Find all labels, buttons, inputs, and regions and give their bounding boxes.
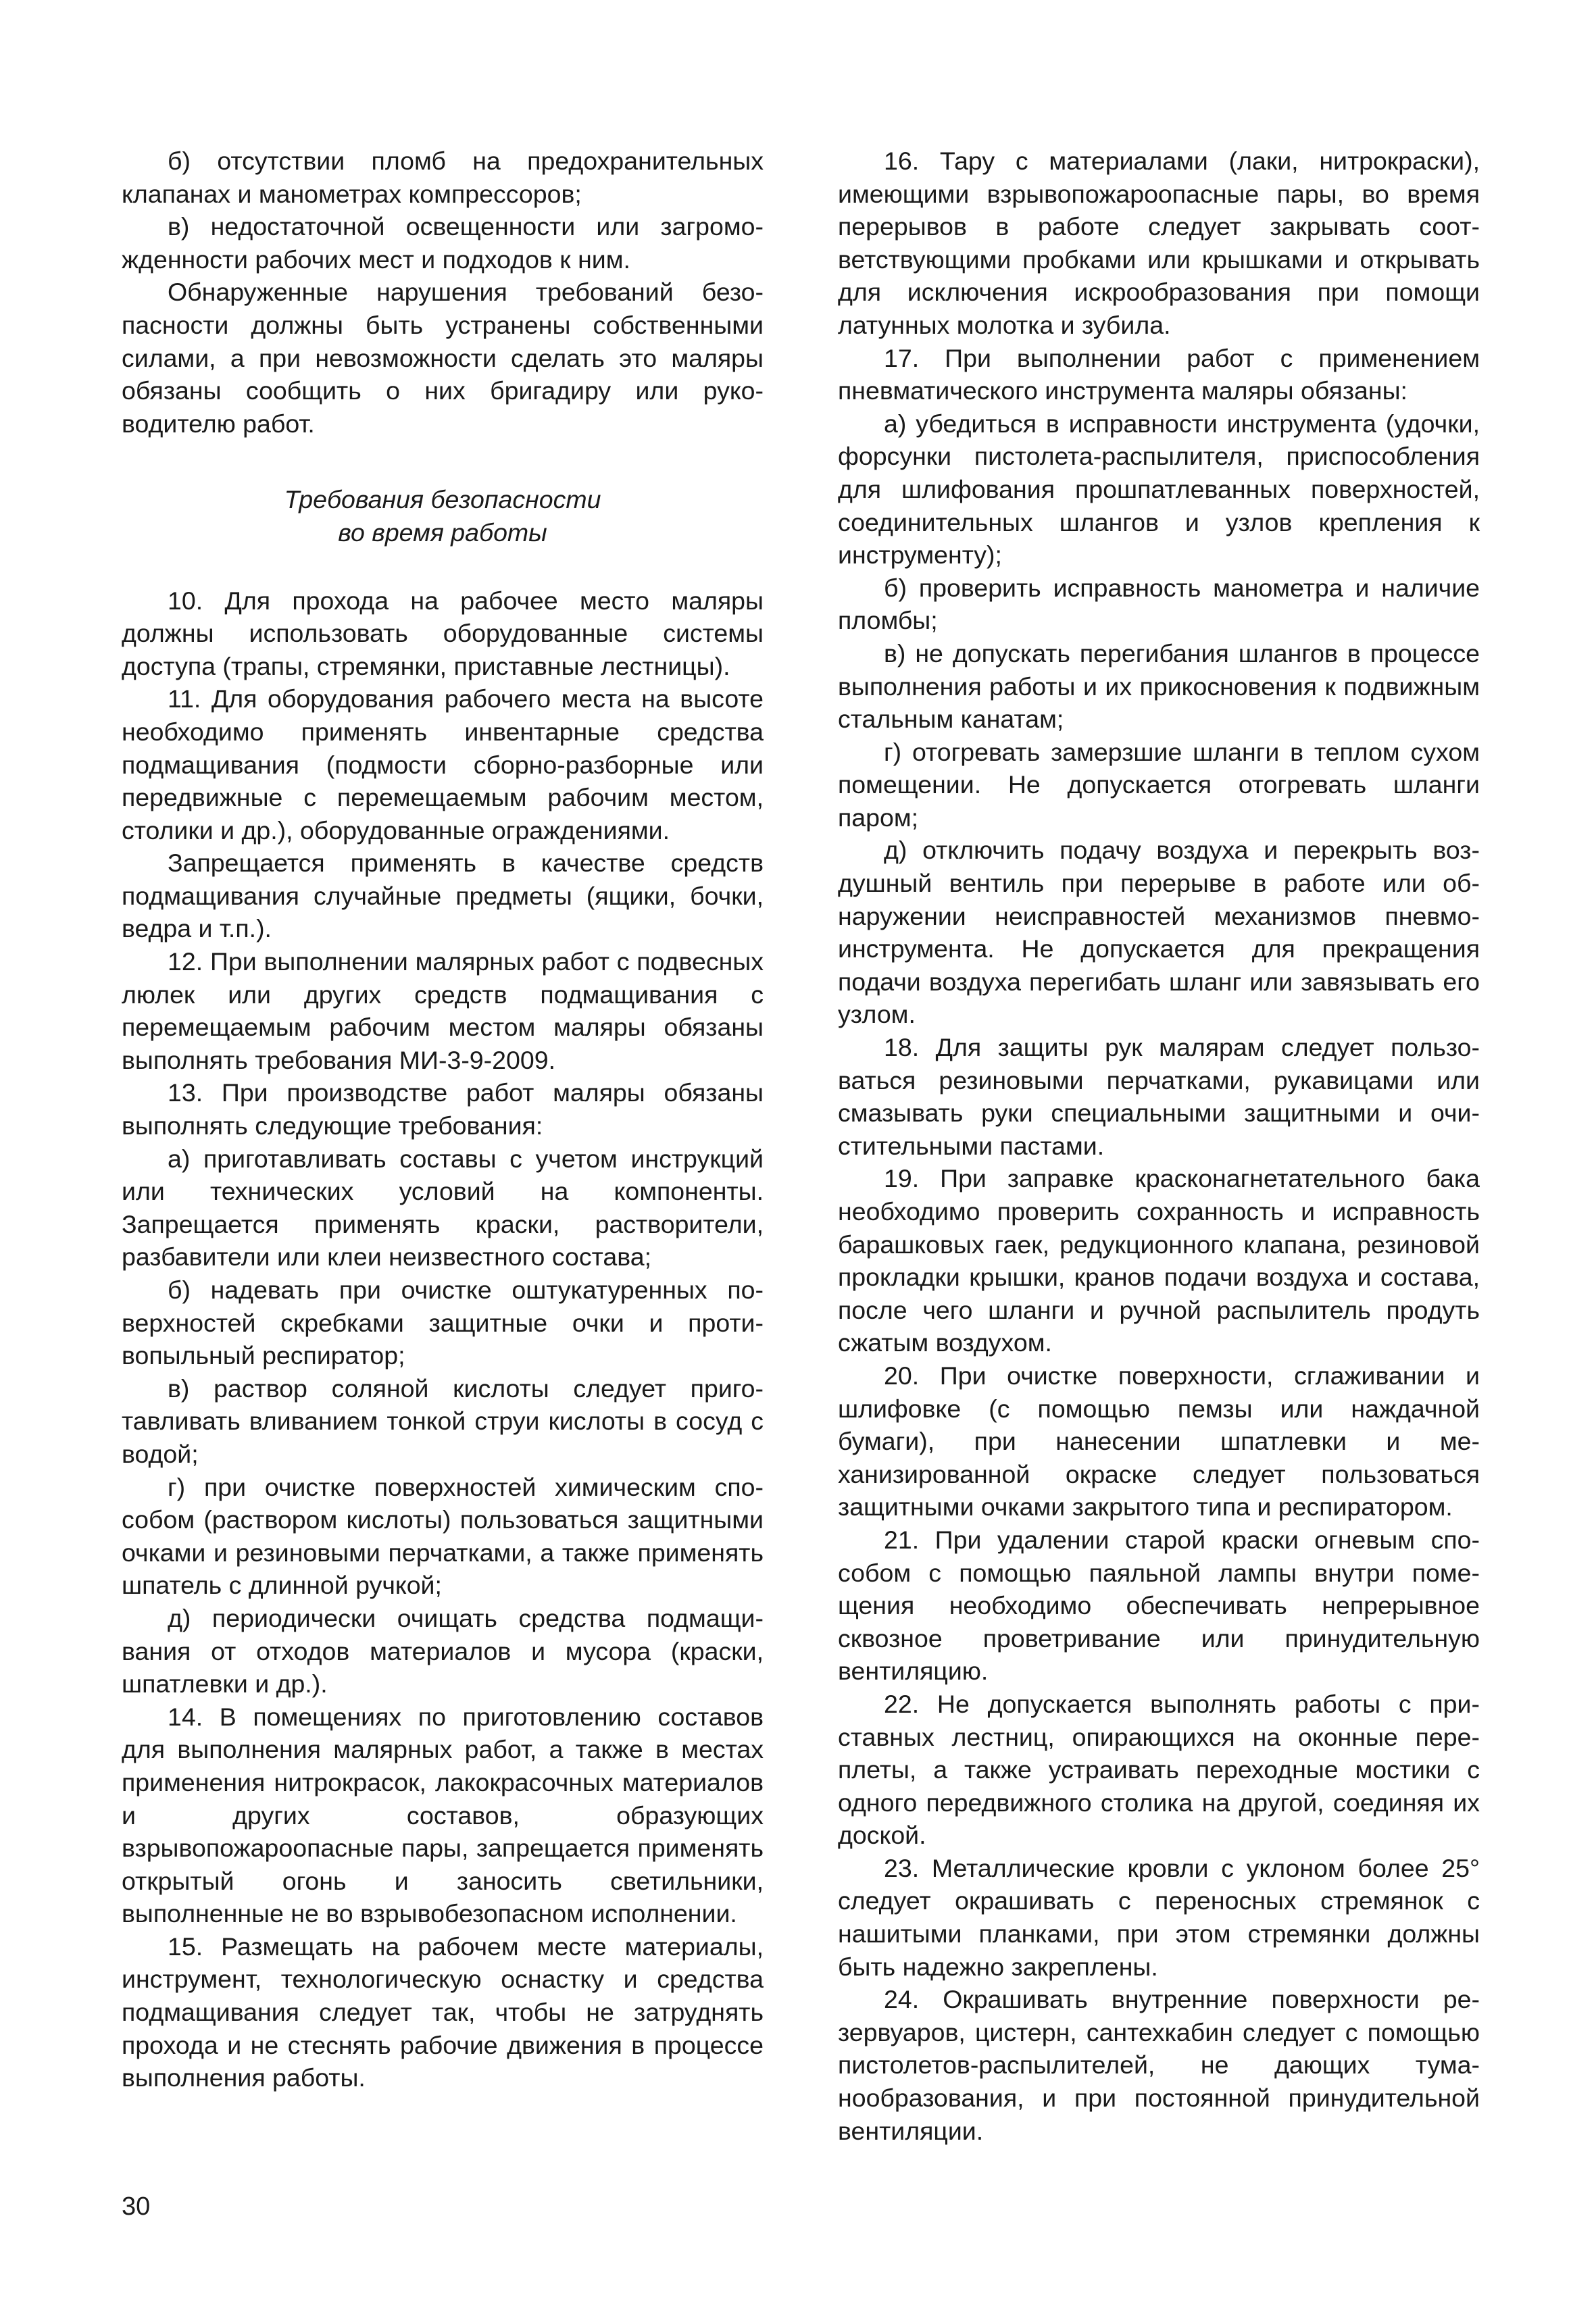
paragraph: г) отогревать замерзшие шланги в теплом сухом помещении. Не допускается отогревать шланги паром; [838,737,1480,832]
paragraph: 17. При выполнении работ с применением пневматического инструмента маляры обязаны: [838,343,1480,405]
paragraph: 23. Металлические кровли с уклоном более 25° следует окрашивать с переносных стремянок с нашитыми планками, при этом стремянки должны быть надежно закреплены. [838,1853,1480,1981]
paragraph: 18. Для защиты рук малярам следует пользоваться резиновыми перчатками, рукавицами или смазывать руки специальными защитными и очистительными пастами. [838,1033,1480,1160]
paragraph: 11. Для оборудования рабочего места на высоте необходимо применять инвентарные средства подмащивания (подмости сборно-разборные или передвижные с перемещаемым рабочим местом, столики и др.), оборудованные ограждениями. [122,684,764,845]
paragraph: 13. При производстве работ маляры обязаны выполнять следующие требования: [122,1078,764,1140]
section-heading-line-1: Требования безопасности [284,485,601,514]
paragraph: Запрещается применять в качестве средств подмащивания случайные предметы (ящики, бочки, ведра и т.п.). [122,849,764,943]
paragraph: д) периодически очищать средства подмащивания от отходов материалов и мусора (краски, шпатлевки и др.). [122,1603,764,1699]
paragraph: в) недостаточной освещенности или загроможденности рабочих мест и подходов к ним. [122,212,764,274]
paragraph: г) при очистке поверхностей химическим способом (раствором кислоты) пользоваться защитными очками и резиновыми перчатками, а также применять шпатель с длинной ручкой; [122,1472,764,1600]
paragraph: а) приготавливать составы с учетом инструкций или технических условий на компоненты. Запрещается применять краски, растворители, разбавители или клеи неизвестного состава; [122,1144,764,1272]
paragraph: 14. В помещениях по приготовлению составов для выполнения малярных работ, а также в местах применения нитрокрасок, лакокрасочных материалов и других составов, образующих взрывопожароопасные пары, запрещается применять открытый огонь и заносить светильники, выполненные не во взрывобезопасном исполнении. [122,1702,764,1928]
paragraph: а) убедиться в исправности инструмента (удочки, форсунки пистолета-распылителя, приспособления для шлифования прошпатлеванных поверхностей, соединительных шлангов и узлов крепления к инструменту); [838,409,1480,570]
paragraph: б) проверить исправность манометра и наличие пломбы; [838,573,1480,635]
paragraph: 12. При выполнении малярных работ с подвесных люлек или других средств подмащивания с перемещаемым рабочим местом маляры обязаны выполнять требования МИ-3-9-2009. [122,947,764,1074]
paragraph: 19. При заправке красконагнетательного бака необходимо проверить сохранность и исправность барашковых гаек, редукционного клапана, резиновой прокладки крышки, кранов подачи воздуха и состава, после чего шланги и ручной распылитель продуть сжатым воздухом. [838,1164,1480,1357]
left-column [122,145,764,2094]
paragraph: 21. При удалении старой краски огневым способом с помощью паяльной лампы внутри помещения необходимо обеспечивать непрерывное сквозное проветривание или принудительную вентиляцию. [838,1525,1480,1686]
paragraph: 16. Тару с материалами (лаки, нитрокраски), имеющими взрывопожароопасные пары, во время перерывов в работе следует закрывать соответствующими пробками или крышками и открывать для исключения искрообразования при помощи латунных молотка и зубила. [838,147,1480,339]
paragraph: 10. Для прохода на рабочее место маляры должны использовать оборудованные системы доступа (трапы, стремянки, приставные лестницы). [122,586,764,680]
paragraph: в) не допускать перегибания шлангов в процессе выполнения работы и их прикосновения к подвижным стальным канатам; [838,638,1480,734]
paragraph: 15. Размещать на рабочем месте материалы, инструмент, технологическую оснастку и средства подмащивания следует так, чтобы не затруднять прохода и не стеснять рабочие движения в процессе выполнения работы. [122,1932,764,2092]
paragraph: в) раствор соляной кислоты следует приготавливать вливанием тонкой струи кислоты в сосуд с водой; [122,1374,764,1468]
paragraph: 24. Окрашивать внутренние поверхности резервуаров, цистерн, сантехкабин следует с помощью пистолетов-распылителей, не дающих туманообразования, и при постоянной принудительной вентиляции. [838,1985,1480,2145]
section-heading [122,483,764,549]
paragraph: д) отключить подачу воздуха и перекрыть воздушный вентиль при перерыве в работе или обнаружении неисправностей механизмов пневмоинструмента. Не допускается для прекращения подачи воздуха перегибать шланг или завязывать его узлом. [838,836,1480,1029]
page-number: 30 [122,2192,151,2221]
paragraph: 20. При очистке поверхности, сглаживании и шлифовке (с помощью пемзы или наждачной бумаги), при нанесении шпатлевки и механизированной окраске следует пользоваться защитными очками закрытого типа и респиратором. [838,1361,1480,1521]
right-column [838,145,1480,2147]
paragraph: б) надевать при очистке оштукатуренных поверхностей скребками защитные очки и противопыльный респиратор; [122,1276,764,1370]
paragraph: Обнаруженные нарушения требований безопасности должны быть устранены собственными силами, а при невозможности сделать это маляры обязаны сообщить о них бригадиру или руководителю работ. [122,278,764,438]
paragraph: б) отсутствии пломб на предохранительных клапанах и манометрах компрессоров; [122,147,764,208]
paragraph: 22. Не допускается выполнять работы с приставных лестниц, опирающихся на оконные переплеты, а также устраивать переходные мостики с одного передвижного столика на другой, соединяя их доской. [838,1689,1480,1850]
section-heading-line-2: во время работы [338,518,547,547]
